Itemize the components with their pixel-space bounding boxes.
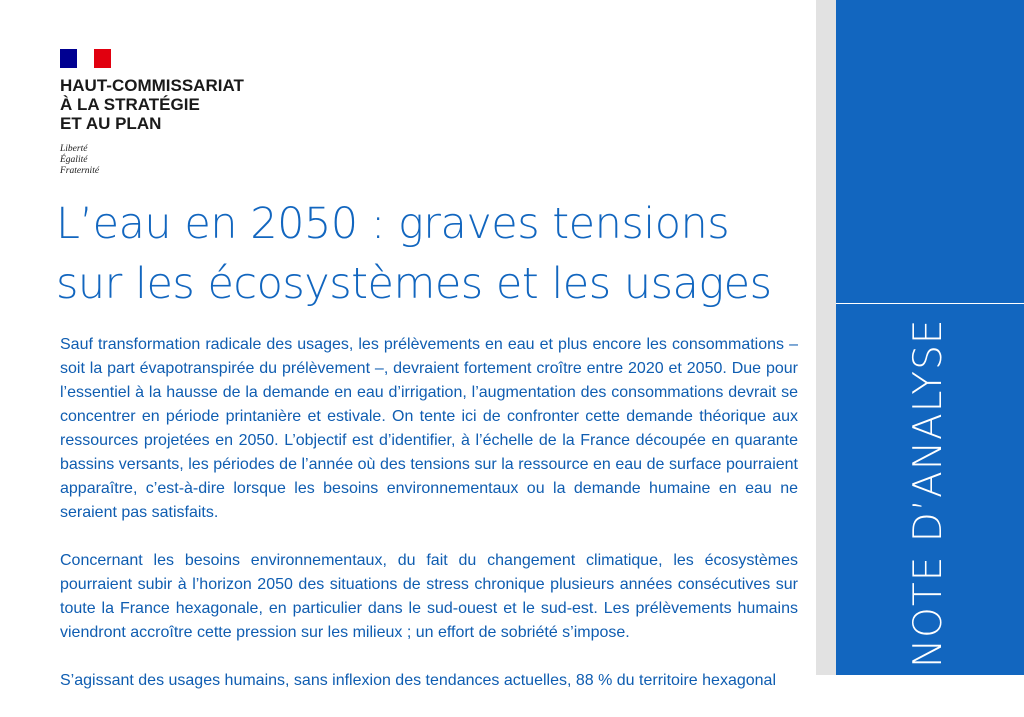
summary-paragraph: Concernant les besoins environnementaux, du fait du changement climatique, les écosystèmes pourraient subir à l’horizon 2050 des situations de stress chronique plusieurs années consécutives sur toute la France hexagonale, en particulier dans le sud-ouest et le sud-est. Les prélèvements humains viendront accroître cette pression sur les milieux ; un effort de sobriété s’impose. [60, 552, 798, 641]
title-line: sur les écosystèmes et les usages [56, 259, 772, 309]
motto-line: Liberté [60, 144, 88, 154]
motto-line: Égalité [60, 155, 88, 165]
french-flag-logo [60, 49, 111, 68]
sidebar-gray-strip [816, 0, 836, 675]
summary-paragraph: S’agissant des usages humains, sans inflexion des tendances actuelles, 88 % du territoire hexagonal [60, 672, 776, 689]
motto-line: Fraternité [60, 166, 100, 176]
title-line: L’eau en 2050 : graves tensions [56, 199, 730, 249]
org-name-line: ET AU PLAN [60, 114, 162, 133]
org-name-line: HAUT-COMMISSARIAT [60, 76, 244, 95]
org-name-line: À LA STRATÉGIE [60, 95, 200, 114]
summary-text [60, 333, 798, 717]
page-title [56, 194, 816, 314]
flag-red-band [94, 49, 111, 68]
flag-white-band [77, 49, 94, 68]
organization-name [60, 76, 380, 133]
sidebar-divider [836, 303, 1024, 304]
republic-motto [60, 144, 99, 177]
document-type-label: NOTE D’ANALYSE [906, 318, 951, 668]
flag-blue-band [60, 49, 77, 68]
summary-paragraph: Sauf transformation radicale des usages, les prélèvements en eau et plus encore les consommations – soit la part évapotranspirée du prélèvement –, devraient fortement croître entre 2020 et 2050. Due pour l’essentiel à la hausse de la demande en eau d’irrigation, l’augmentation des consommations devrait se concentrer en période printanière et estivale. On tente ici de confronter cette demande théorique aux ressources projetées en 2050. L’objectif est d’identifier, à l’échelle de la France découpée en quarante bassins versants, les périodes de l’année où des tensions sur la ressource en eau de surface pourraient apparaître, c’est-à-dire lorsque les besoins environnementaux ou la demande humaine en eau ne seraient pas satisfaits. [60, 336, 798, 521]
